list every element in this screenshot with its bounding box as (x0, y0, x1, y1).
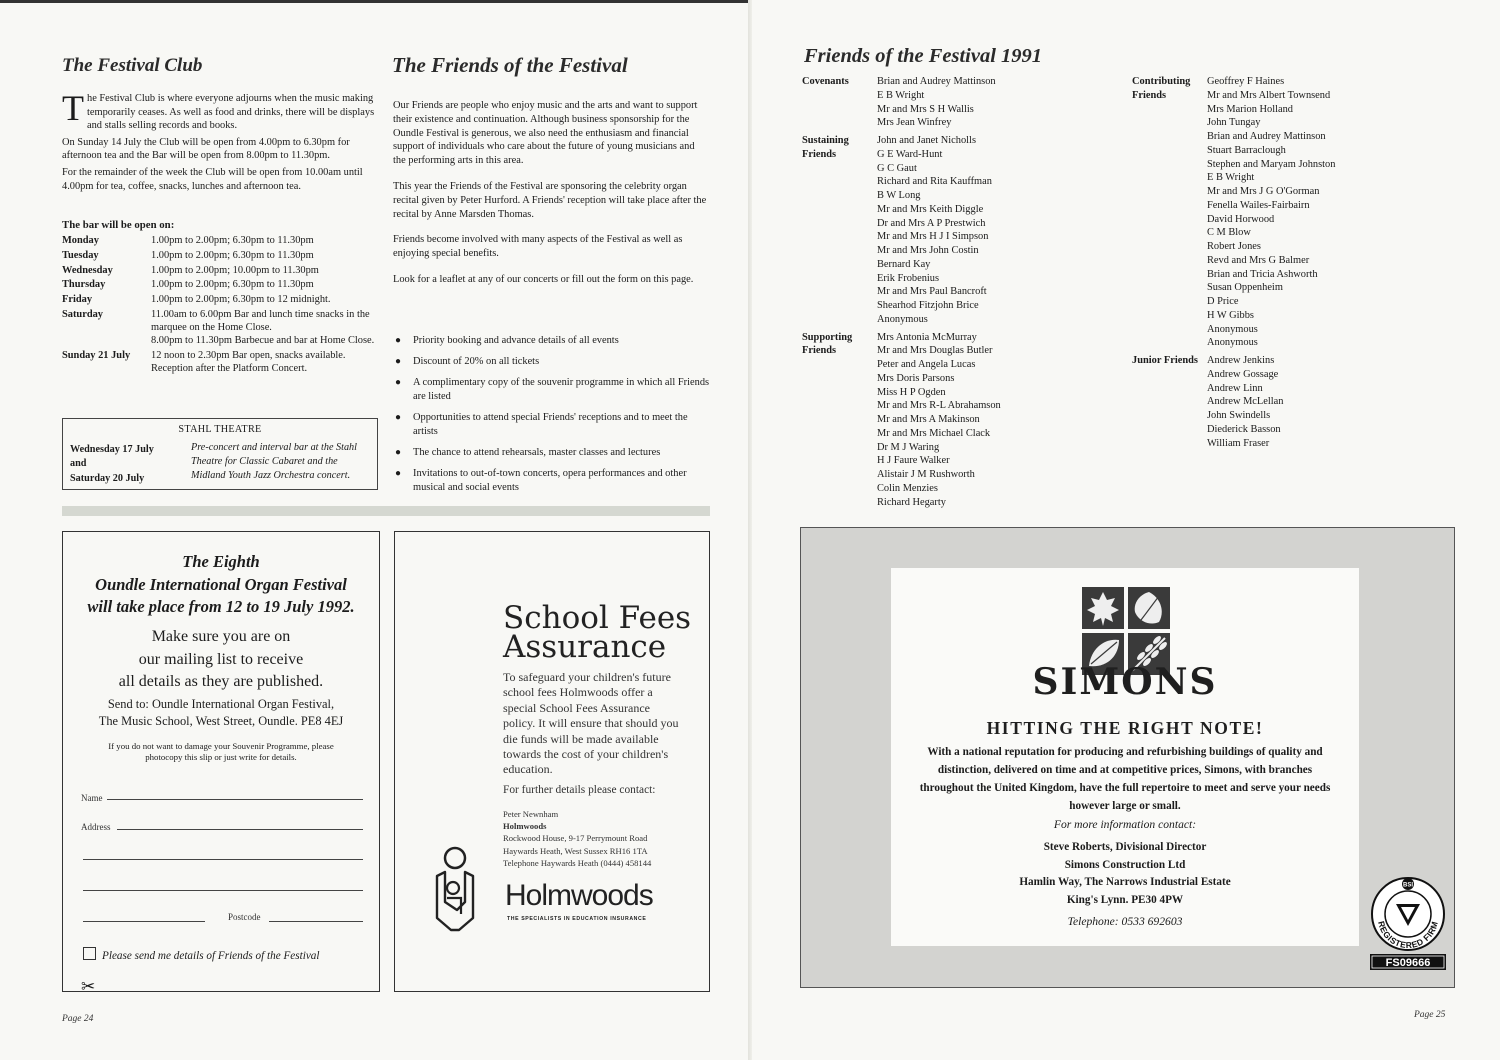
list-item (393, 376, 711, 404)
stahl-theatre-box (62, 418, 378, 490)
address-field-line-4[interactable] (83, 921, 205, 922)
list-item: Mr and Mrs Paul Bancroft (877, 286, 987, 298)
left-page (0, 0, 748, 1060)
list-item: Brian and Audrey Mattinson (877, 76, 996, 87)
postcode-label: Postcode (228, 912, 261, 922)
list-item: Mr and Mrs J G O'Gorman (1207, 186, 1320, 197)
bullet-icon: ● (395, 377, 402, 388)
slip-send-line-2: The Music School, West Street, Oundle. PE8 4EJ (98, 714, 344, 728)
hours-times-line-1: 11.00am to 6.00pm Bar and lunch time snacks in the marquee on the Home Close. (151, 308, 370, 334)
list-item: Mrs Doris Parsons (877, 372, 955, 384)
list-item: Miss H P Ogden (877, 386, 946, 398)
list-item: Fenella Wailes-Fairbairn (1207, 199, 1310, 211)
list-item: G E Ward-Hunt (877, 148, 943, 160)
friends-para-3: Friends become involved with many aspects of the Festival as well as enjoying special benefits. (393, 234, 683, 260)
list-item: Brian and Audrey Mattinson (1207, 131, 1326, 142)
hours-day: Wednesday (62, 264, 113, 276)
school-fees-title (503, 600, 692, 665)
list-item: William Fraser (1207, 437, 1270, 449)
checkbox-label: Please send me details of Friends of the Festival (102, 950, 320, 962)
simons-advert (800, 527, 1455, 988)
list-item: E B Wright (1207, 172, 1255, 184)
hours-times: 1.00pm to 2.00pm; 6.30pm to 11.30pm (151, 249, 314, 261)
friends-column-1 (802, 75, 1001, 509)
list-item: Andrew Linn (1207, 382, 1263, 394)
list-item (393, 355, 711, 369)
list-item: Diederick Basson (1207, 423, 1281, 435)
friends-group-covenants (802, 75, 1001, 130)
list-item: Susan Oppenheim (1207, 282, 1283, 294)
para-1-text: he Festival Club is where everyone adjourns when the music making temporarily ceases. As well as food and drinks, there will be displays and stalls selling records and books. (87, 93, 375, 132)
list-item: Revd and Mrs G Balmer (1207, 254, 1310, 266)
festival-club-title: The Festival Club (62, 55, 203, 76)
benefit-text: The chance to attend rehearsals, master classes and lectures (413, 447, 661, 458)
mailing-slip-message (63, 626, 379, 694)
address-line: King's Lynn. PE30 4PW (1066, 893, 1184, 906)
list-item: Mrs Marion Holland (1207, 103, 1294, 115)
hours-day: Friday (62, 294, 93, 306)
simons-more-info: For more information contact: (1053, 818, 1197, 831)
slip-mid-line-1: Make sure you are on (151, 628, 291, 645)
contact-line: Rockwood House, 9-17 Perrymount Road (503, 833, 648, 844)
hours-times-line-2: 8.00pm to 11.30pm Barbecue and bar at Home Close. (151, 335, 375, 347)
group-label: Sustaining Friends (802, 135, 849, 160)
list-item: Alistair J M Rushworth (877, 469, 975, 480)
friends-para-2: This year the Friends of the Festival are sponsoring the celebrity organ recital given by Peter Hurford. A Friends' reception will take place after the recital by Anne Marsden Thomas. (393, 180, 707, 220)
list-item: Dr and Mrs A P Prestwich (877, 217, 986, 229)
benefit-text: Opportunities to attend special Friends' receptions and to meet the artists (413, 412, 688, 437)
hours-day: Tuesday (62, 249, 99, 261)
list-item: Geoffrey F Haines (1207, 76, 1285, 87)
list-item: Peter and Angela Lucas (877, 359, 976, 370)
holmwoods-logo-icon (431, 844, 479, 936)
list-item: Bernard Kay (877, 258, 931, 270)
list-item: John and Janet Nicholls (877, 135, 976, 146)
list-item: C M Blow (1207, 227, 1251, 239)
festival-club-para-3: For the remainder of the week the Club will be open from 10.00am until 4.00pm for tea, coffee, snacks, lunches and afternoon tea. (62, 166, 363, 192)
list-item: Mrs Antonia McMurray (877, 331, 977, 343)
group-label: Contributing Friends (1132, 76, 1191, 101)
hours-times: 1.00pm to 2.00pm; 10.00pm to 11.30pm (151, 264, 319, 276)
hours-day: Saturday (62, 308, 103, 320)
hours-times: 1.00pm to 2.00pm; 6.30pm to 11.30pm (151, 235, 314, 246)
festival-club-para-2: On Sunday 14 July the Club will be open from 4.00pm to 6.30pm for afternoon tea and the Bar will be open from 8.00pm to 11.30pm. (62, 136, 350, 162)
mailing-slip (62, 531, 380, 996)
bsi-code-text: FS09666 (1385, 957, 1431, 969)
list-item: Mr and Mrs H J I Simpson (877, 231, 989, 243)
bullet-icon: ● (395, 468, 402, 479)
list-item: Mr and Mrs R-L Abrahamson (877, 400, 1001, 412)
list-item: H W Gibbs (1207, 309, 1254, 321)
hours-row (62, 308, 382, 349)
friends-para-4: Look for a leaflet at any of our concerts or fill out the form on this page. (393, 273, 694, 285)
friends-group-supporting (802, 331, 1001, 510)
list-item: Andrew Gossage (1207, 368, 1279, 380)
name-field[interactable] (107, 799, 363, 800)
page-number-right: Page 25 (1414, 1010, 1446, 1020)
name-label: Name (81, 793, 103, 803)
sfa-title-line-1: School Fees (503, 600, 692, 636)
scissors-icon: ✂ (81, 977, 96, 996)
benefit-text: Invitations to out-of-town concerts, opera performances and other musical and social events (413, 468, 687, 493)
list-item: Richard Hegarty (877, 496, 946, 508)
list-item: Mr and Mrs Keith Diggle (877, 203, 984, 215)
group-label: Covenants (802, 76, 849, 87)
festival-club-body (62, 88, 378, 196)
sfa-title-line-2: Assurance (503, 629, 667, 665)
benefit-text: Discount of 20% on all tickets (413, 356, 540, 367)
list-item: Robert Jones (1207, 241, 1261, 252)
address-field-line-3[interactable] (83, 890, 363, 891)
group-label: Junior Friends (1132, 355, 1198, 366)
benefit-text: Priority booking and advance details of all events (413, 335, 619, 346)
simons-telephone: Telephone: 0533 692603 (1067, 915, 1183, 928)
page-number-left: Page 24 (62, 1014, 94, 1024)
group-names (877, 331, 1001, 510)
holmwoods-brand: Holmwoods (505, 879, 653, 912)
list-item: John Swindells (1207, 410, 1271, 421)
list-item (393, 467, 711, 495)
bullet-icon: ● (395, 447, 402, 458)
hours-times: 1.00pm to 2.00pm; 6.30pm to 12 midnight. (151, 294, 331, 306)
group-names (877, 75, 1001, 130)
drop-cap: T (62, 88, 84, 128)
friends-para-1: Our Friends are people who enjoy music and the arts and want to support their existence and continuation. Although business sponsorship for the Oundle Festival is generous, we also need the enthusiasm and financial support of individuals who care about the future of young musicians and the performing arts in this area. (393, 100, 698, 167)
hours-row (62, 349, 382, 377)
list-item: Erik Frobenius (877, 272, 940, 284)
hours-row (62, 249, 382, 264)
list-item: G C Gaut (877, 162, 917, 174)
stahl-date-2: Saturday 20 July (70, 472, 145, 484)
friends-body (393, 99, 709, 299)
list-item: Mr and Mrs Douglas Butler (877, 345, 993, 357)
stahl-theatre-dates (70, 443, 180, 486)
list-item: Anonymous (1207, 323, 1258, 335)
bullet-icon: ● (395, 412, 402, 423)
list-item (393, 334, 711, 348)
friends-list-title: Friends of the Festival 1991 (804, 45, 1043, 67)
address-line: Simons Construction Ltd (1064, 858, 1186, 871)
postcode-field[interactable] (269, 921, 363, 922)
list-item: Mr and Mrs Albert Townsend (1207, 89, 1331, 101)
bullet-icon: ● (395, 335, 402, 346)
list-item: D Price (1207, 296, 1239, 307)
list-item: Mr and Mrs Michael Clack (877, 427, 991, 439)
mailing-slip-heading (63, 551, 379, 619)
list-item: B W Long (877, 190, 921, 201)
simons-text: With a national reputation for producing and refurbishing buildings of quality and distinction, delivered on time and at competitive prices, Simons, with branches throughout the United Kingdom, have the full repertoire to meet and serve your needs however large or small. (919, 746, 1331, 812)
contact-line: Holmwoods (503, 821, 547, 832)
hours-row (62, 234, 382, 249)
list-item: Mr and Mrs S H Wallis (877, 103, 974, 115)
friends-group-sustaining (802, 134, 1001, 327)
list-item: Andrew McLellan (1207, 396, 1284, 408)
list-item: Anonymous (877, 313, 928, 325)
bullet-icon: ● (395, 356, 402, 367)
hours-row (62, 264, 382, 279)
list-item: Dr M J Waring (877, 441, 940, 453)
slip-head-line-1: The Eighth (182, 552, 260, 571)
stahl-theatre-description: Pre-concert and interval bar at the Stahl Theatre for Classic Cabaret and the Midland Youth Jazz Orchestra concert. (191, 442, 357, 481)
top-rule (0, 0, 748, 3)
address-field[interactable] (117, 829, 363, 830)
hours-times: 12 noon to 2.30pm Bar open, snacks available. Reception after the Platform Concert. (151, 350, 346, 375)
list-item: Colin Menzies (877, 482, 938, 494)
slip-mid-line-3: all details as they are published. (118, 673, 324, 690)
hours-times (151, 308, 382, 349)
group-names (1207, 354, 1335, 450)
simons-address (891, 839, 1359, 909)
list-item: E B Wright (877, 89, 925, 101)
list-item: Mr and Mrs John Costin (877, 245, 979, 256)
list-item: Stephen and Maryam Johnston (1207, 158, 1336, 170)
address-line: Steve Roberts, Divisional Director (1043, 841, 1207, 853)
hours-times: 1.00pm to 2.00pm; 6.30pm to 11.30pm (151, 279, 314, 291)
friends-column-2 (1132, 75, 1335, 450)
group-label: Supporting Friends (802, 331, 853, 357)
stahl-date-1: Wednesday 17 July (70, 444, 154, 455)
benefit-text: A complimentary copy of the souvenir programme in which all Friends are listed (413, 377, 710, 402)
list-item: Brian and Tricia Ashworth (1207, 268, 1318, 280)
bsi-ring-path-text: REGISTERED FIRM (1376, 920, 1440, 951)
school-fees-contact (503, 808, 651, 869)
hours-day: Monday (62, 235, 99, 246)
school-fees-further: For further details please contact: (503, 784, 656, 796)
slip-head-line-3: will take place from 12 to 19 July 1992. (87, 597, 355, 616)
friends-group-contributing (1132, 75, 1335, 350)
list-item: John Tungay (1207, 117, 1261, 129)
slip-send-line-1: Send to: Oundle International Organ Festival, (107, 697, 335, 711)
bar-hours-table (62, 234, 382, 377)
hours-row (62, 278, 382, 293)
bsi-top-text: BSI (1402, 882, 1414, 889)
checkbox-box[interactable] (83, 947, 96, 960)
simons-advert-panel (891, 568, 1359, 946)
section-divider (62, 506, 710, 516)
friends-group-junior (1132, 354, 1335, 450)
list-item: Mrs Jean Winfrey (877, 117, 952, 129)
address-field-line-2[interactable] (83, 859, 363, 860)
list-item: Richard and Rita Kauffman (877, 176, 992, 188)
slip-head-line-2: Oundle International Organ Festival (95, 574, 347, 594)
list-item: Stuart Barraclough (1207, 144, 1286, 156)
address-label: Address (81, 822, 111, 832)
address-line: Hamlin Way, The Narrows Industrial Estate (1019, 876, 1231, 888)
friends-details-checkbox[interactable] (83, 947, 320, 962)
benefits-list (393, 334, 711, 502)
simons-brand: SIMONS (1032, 661, 1218, 703)
contact-line: Haywards Heath, West Sussex RH16 1TA (503, 845, 648, 856)
mailing-slip-note: If you do not want to damage your Souvenir Programme, please photocopy this slip or just write for details. (108, 741, 334, 762)
stahl-date-and: and (70, 458, 87, 470)
contact-line: Peter Newnham (503, 809, 559, 819)
list-item: H J Faure Walker (877, 455, 950, 467)
festival-club-para-1 (62, 88, 378, 133)
list-item (393, 411, 711, 439)
holmwoods-tagline: THE SPECIALISTS IN EDUCATION INSURANCE (507, 916, 647, 922)
list-item: David Horwood (1207, 213, 1275, 225)
slip-mid-line-2: our mailing list to receive (138, 650, 304, 668)
right-page (752, 0, 1500, 1060)
list-item: Andrew Jenkins (1207, 355, 1275, 366)
friends-title: The Friends of the Festival (392, 53, 628, 77)
bar-hours-title: The bar will be open on: (62, 219, 175, 231)
group-names (877, 134, 1001, 327)
list-item (393, 446, 711, 460)
group-names (1207, 75, 1335, 350)
school-fees-text: To safeguard your children's future school fees Holmwoods offer a special School Fees Assurance policy. It will ensure that should you die funds will be made available towards the cost of your children's education. (503, 670, 679, 777)
contact-line: Telephone Haywards Heath (0444) 458144 (503, 857, 652, 868)
list-item: Mr and Mrs A Makinson (877, 414, 980, 425)
simons-headline: HITTING THE RIGHT NOTE! (986, 718, 1264, 738)
hours-day: Thursday (62, 279, 106, 291)
hours-row (62, 293, 382, 308)
mailing-slip-address (63, 696, 379, 730)
list-item: Shearhod Fitzjohn Brice (877, 300, 979, 311)
hours-day: Sunday 21 July (62, 350, 131, 362)
stahl-theatre-title: STAHL THEATRE (178, 424, 262, 435)
bsi-registered-firm-icon (1368, 876, 1448, 972)
list-item: Anonymous (1207, 337, 1258, 349)
school-fees-advert (394, 531, 710, 992)
